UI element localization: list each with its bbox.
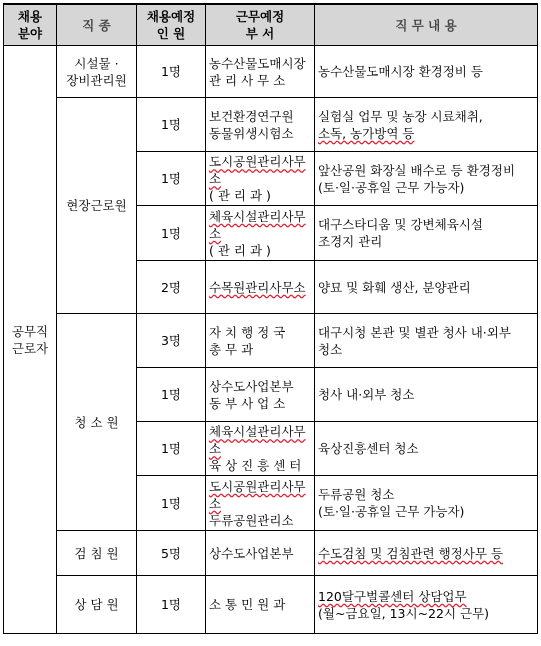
dept-cell: 체육시설관리사무소 ( 관 리 과 ): [206, 206, 315, 261]
duties-cell: 120달구벌콜센터 상담업무 (월~금요일, 13시~22시 근무): [315, 576, 538, 634]
dept-cell: 상수도사업본부 동 부 사 업 소: [206, 368, 315, 422]
count-cell: 1명: [137, 46, 206, 98]
dept-cell: 도시공원관리사무소 두류공원관리소: [206, 476, 315, 531]
count-cell: 1명: [137, 476, 206, 531]
field-cell: 공무직 근로자: [4, 46, 57, 634]
duties-cell: 양묘 및 화훼 생산, 분양관리: [315, 261, 538, 314]
header-planned-count: 채용예정 인 원: [137, 4, 206, 46]
dept-cell: 상수도사업본부: [206, 531, 315, 576]
table-row: [4, 576, 538, 634]
duties-cell: 육상진흥센터 청소: [315, 422, 538, 476]
header-job: 직 종: [57, 4, 137, 46]
table-row: [4, 314, 538, 368]
recruitment-table: [3, 3, 538, 634]
duties-cell: 대구스타디움 및 강변체육시설 조경지 관리: [315, 206, 538, 261]
count-cell: 1명: [137, 98, 206, 152]
count-cell: 1명: [137, 576, 206, 634]
count-cell: 2명: [137, 261, 206, 314]
duties-cell: 대구시청 본관 및 별관 청사 내·외부 청소: [315, 314, 538, 368]
job-counselor: 상 담 원: [57, 576, 137, 634]
dept-cell: 소 통 민 원 과: [206, 576, 315, 634]
table-row: [4, 46, 538, 98]
job-cleaner: 청 소 원: [57, 314, 137, 531]
dept-cell: 수목원관리사무소: [206, 261, 315, 314]
dept-cell: 보건환경연구원 동물위생시험소: [206, 98, 315, 152]
header-field: 채용 분야: [4, 4, 57, 46]
duties-cell: 실험실 업무 및 농장 시료채취, 소독, 농가방역 등: [315, 98, 538, 152]
count-cell: 5명: [137, 531, 206, 576]
dept-cell: 자 치 행 정 국 총 무 과: [206, 314, 315, 368]
header-duties: 직 무 내 용: [315, 4, 538, 46]
header-row: [4, 4, 538, 46]
count-cell: 1명: [137, 152, 206, 206]
dept-cell: 농수산물도매시장 관 리 사 무 소: [206, 46, 315, 98]
job-meter: 검 침 원: [57, 531, 137, 576]
job-facility: 시설물 · 장비관리원: [57, 46, 137, 98]
table-row: [4, 531, 538, 576]
duties-cell: 두류공원 청소 (토·일·공휴일 근무 가능자): [315, 476, 538, 531]
count-cell: 1명: [137, 206, 206, 261]
count-cell: 1명: [137, 422, 206, 476]
duties-cell: 청사 내·외부 청소: [315, 368, 538, 422]
count-cell: 3명: [137, 314, 206, 368]
count-cell: 1명: [137, 368, 206, 422]
header-dept: 근무예정 부 서: [206, 4, 315, 46]
job-field-worker: 현장근로원: [57, 98, 137, 314]
duties-cell: 앞산공원 화장실 배수로 등 환경정비 (토·일·공휴일 근무 가능자): [315, 152, 538, 206]
dept-cell: 체육시설관리사무소 육 상 진 흥 센 터: [206, 422, 315, 476]
duties-cell: 농수산물도매시장 환경정비 등: [315, 46, 538, 98]
table-row: [4, 98, 538, 152]
dept-cell: 도시공원관리사무소 ( 관 리 과 ): [206, 152, 315, 206]
duties-cell: 수도검침 및 검침관련 행정사무 등: [315, 531, 538, 576]
